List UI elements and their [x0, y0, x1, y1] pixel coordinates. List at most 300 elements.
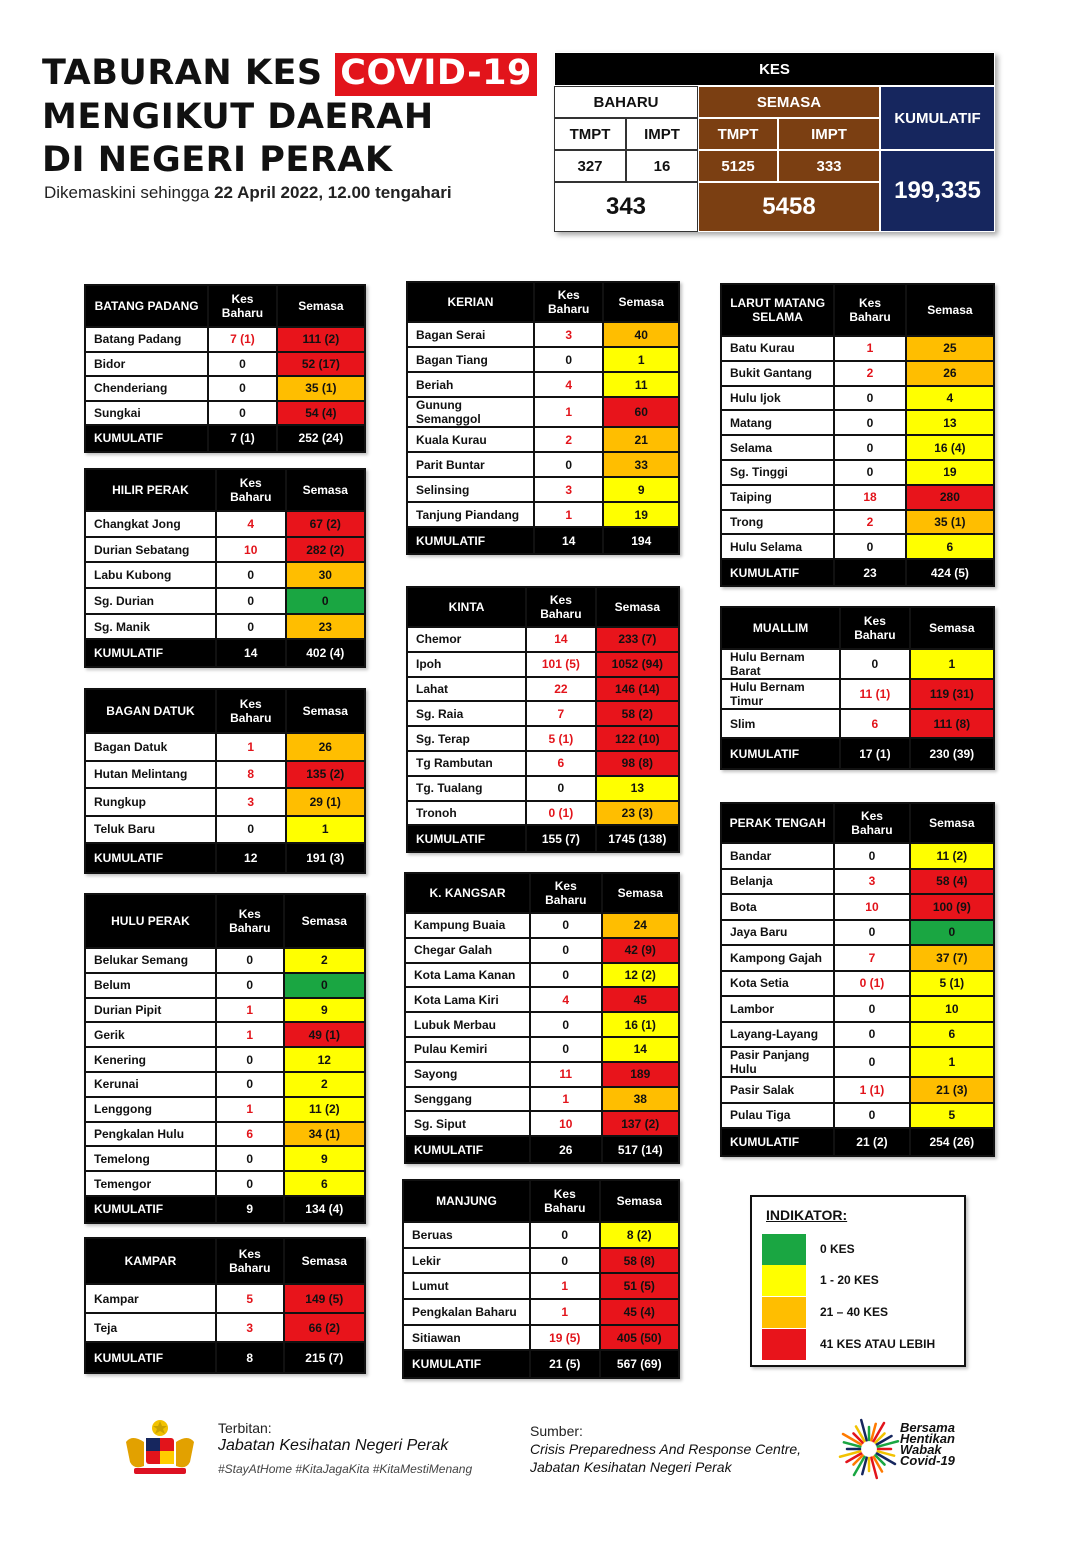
mukim-name: Slim: [721, 709, 840, 738]
table-row: [721, 510, 994, 535]
mukim-name: Hulu Bernam Timur: [721, 679, 840, 709]
semasa-value: 1: [286, 816, 365, 844]
table-row: [405, 913, 679, 938]
kes-baharu-value: 0: [834, 920, 909, 946]
update-subtitle: [44, 183, 452, 203]
summary-baharu-tmpt-value: 327: [554, 150, 626, 182]
kes-baharu-value: 8: [216, 761, 286, 789]
table-row: [405, 1012, 679, 1037]
district-table-bagan-datuk: [84, 688, 366, 874]
mukim-name: Gunung Semanggol: [407, 397, 534, 427]
mukim-name: Belukar Semang: [85, 948, 216, 973]
total-label: KUMULATIF: [85, 1196, 216, 1223]
column-semasa: Semasa: [602, 873, 679, 913]
semasa-value: 29 (1): [286, 788, 365, 816]
table-row: [407, 801, 679, 826]
mukim-name: Lahat: [407, 677, 526, 702]
kes-baharu-value: 14: [526, 627, 596, 652]
table-row: [85, 1313, 365, 1342]
mukim-name: Lambor: [721, 996, 834, 1022]
table-row: [721, 996, 994, 1022]
mukim-name: Bukit Gantang: [721, 361, 834, 386]
covid-highlight: COVID-19: [335, 53, 537, 96]
kes-baharu-value: 5 (1): [526, 726, 596, 751]
table-row: [403, 1273, 679, 1299]
covid-campaign-logo-icon: [838, 1418, 900, 1480]
semasa-value: 25: [906, 336, 994, 361]
kes-baharu-value: 3: [534, 477, 604, 502]
kes-baharu-value: 4: [530, 987, 602, 1012]
column-semasa: Semasa: [284, 1238, 365, 1284]
semasa-value: 11 (2): [910, 843, 994, 869]
total-semasa: 254 (26): [910, 1128, 994, 1156]
district-name: LARUT MATANG SELAMA: [721, 284, 834, 336]
column-kes-baharu: Kes Baharu: [216, 894, 284, 948]
logo-text-line: Bersama: [900, 1420, 955, 1435]
red-swatch: [762, 1329, 806, 1360]
mukim-name: Hulu Ijok: [721, 386, 834, 411]
semasa-value: 111 (8): [910, 709, 994, 738]
indicator-label: 41 KES ATAU LEBIH: [820, 1337, 936, 1351]
mukim-name: Tronoh: [407, 801, 526, 826]
column-semasa: Semasa: [286, 689, 365, 733]
district-name: HULU PERAK: [85, 894, 216, 948]
total-kes-baharu: 14: [216, 639, 286, 667]
district-name: MUALLIM: [721, 607, 840, 649]
terbitan-value: Jabatan Kesihatan Negeri Perak: [218, 1437, 449, 1454]
total-kes-baharu: 8: [216, 1342, 284, 1373]
total-label: KUMULATIF: [407, 527, 534, 554]
kes-baharu-value: 3: [534, 322, 604, 347]
semasa-value: 19: [603, 502, 679, 527]
semasa-value: 35 (1): [277, 376, 365, 401]
district-table-hilir-perak: [84, 468, 366, 668]
mukim-name: Durian Sebatang: [85, 537, 216, 563]
table-header-row: [405, 873, 679, 913]
kes-baharu-value: 0: [530, 1222, 600, 1248]
mukim-name: Kampar: [85, 1284, 216, 1313]
table-row: [85, 1171, 365, 1196]
semasa-value: 9: [284, 1146, 365, 1171]
mukim-name: Bota: [721, 894, 834, 920]
semasa-value: 9: [603, 477, 679, 502]
semasa-value: 16 (1): [602, 1012, 679, 1037]
kes-baharu-value: 0: [834, 386, 906, 411]
kes-baharu-value: 2: [534, 427, 604, 452]
kes-baharu-value: 0: [530, 1012, 602, 1037]
kes-baharu-value: 4: [216, 511, 286, 537]
district-table-kinta: [406, 586, 680, 853]
kes-baharu-value: 0: [534, 452, 604, 477]
semasa-value: 0: [284, 973, 365, 998]
summary-baharu-impt-value: 16: [626, 150, 698, 182]
kes-baharu-value: 0: [216, 562, 286, 588]
indicator-legend: [750, 1195, 966, 1367]
column-kes-baharu: Kes Baharu: [530, 873, 602, 913]
mukim-name: Bandar: [721, 843, 834, 869]
table-row: [721, 435, 994, 460]
kes-baharu-value: 0: [834, 843, 909, 869]
table-header-row: [407, 282, 679, 322]
mukim-name: Rungkup: [85, 788, 216, 816]
column-semasa: Semasa: [286, 469, 365, 511]
table-row: [407, 776, 679, 801]
table-header-row: [85, 894, 365, 948]
semasa-value: 233 (7): [596, 627, 679, 652]
table-row: [721, 336, 994, 361]
semasa-value: 35 (1): [906, 510, 994, 535]
semasa-value: 6: [910, 1022, 994, 1048]
mukim-name: Kerunai: [85, 1072, 216, 1097]
table-row: [403, 1222, 679, 1248]
kes-baharu-value: 0: [216, 588, 286, 614]
kes-baharu-value: 3: [216, 1313, 284, 1342]
summary-table: [554, 52, 995, 232]
logo-text-line: Wabak: [900, 1442, 942, 1457]
kes-baharu-value: 0: [530, 1248, 600, 1274]
table-row: [405, 1111, 679, 1136]
mukim-name: Pulau Tiga: [721, 1103, 834, 1129]
table-header-row: [85, 469, 365, 511]
kes-baharu-value: 0: [530, 1037, 602, 1062]
table-row: [407, 427, 679, 452]
mukim-name: Trong: [721, 510, 834, 535]
semasa-value: 26: [286, 733, 365, 761]
kes-baharu-value: 0: [216, 948, 284, 973]
mukim-name: Hulu Selama: [721, 534, 834, 559]
mukim-name: Taiping: [721, 485, 834, 510]
column-semasa: Semasa: [284, 894, 365, 948]
district-table-manjung: [402, 1179, 680, 1379]
mukim-name: Sg. Tinggi: [721, 460, 834, 485]
kes-baharu-value: 6: [526, 751, 596, 776]
title-line-1: [42, 53, 537, 93]
semasa-value: 11: [603, 372, 679, 397]
mukim-name: Bagan Tiang: [407, 347, 534, 372]
kes-baharu-value: 1: [216, 998, 284, 1023]
kes-baharu-value: 1: [534, 502, 604, 527]
semasa-value: 26: [906, 361, 994, 386]
indicator-item: [762, 1265, 962, 1296]
kes-baharu-value: 7: [526, 701, 596, 726]
mukim-name: Sg. Durian: [85, 588, 216, 614]
table-row: [721, 920, 994, 946]
kes-baharu-value: 6: [840, 709, 910, 738]
subtitle-prefix: Dikemaskini sehingga: [44, 183, 215, 202]
mukim-name: Matang: [721, 410, 834, 435]
semasa-value: 137 (2): [602, 1111, 679, 1136]
kes-baharu-value: 0: [208, 376, 277, 401]
mukim-name: Beriah: [407, 372, 534, 397]
mukim-name: Belum: [85, 973, 216, 998]
total-label: KUMULATIF: [85, 843, 216, 873]
district-table-perak-tengah: [720, 802, 995, 1157]
semasa-value: 11 (2): [284, 1097, 365, 1122]
table-row: [721, 709, 994, 738]
semasa-value: 13: [906, 410, 994, 435]
district-name: KINTA: [407, 587, 526, 627]
kes-baharu-value: 0: [534, 347, 604, 372]
total-semasa: 134 (4): [284, 1196, 365, 1223]
mukim-name: Pulau Kemiri: [405, 1037, 530, 1062]
kes-baharu-value: 7 (1): [208, 327, 277, 352]
mukim-name: Sg. Siput: [405, 1111, 530, 1136]
column-semasa: Semasa: [603, 282, 679, 322]
mukim-name: Bagan Datuk: [85, 733, 216, 761]
semasa-value: 6: [906, 534, 994, 559]
mukim-name: Kampung Buaia: [405, 913, 530, 938]
semasa-value: 34 (1): [284, 1122, 365, 1147]
kes-baharu-value: 1: [834, 336, 906, 361]
district-table-batang-padang: [84, 284, 366, 453]
mukim-name: Lenggong: [85, 1097, 216, 1122]
kes-baharu-value: 0: [834, 410, 906, 435]
semasa-value: 405 (50): [600, 1325, 679, 1351]
kes-baharu-value: 0: [840, 649, 910, 679]
total-label: KUMULATIF: [721, 1128, 834, 1156]
summary-baharu-impt-label: IMPT: [626, 118, 698, 150]
total-label: KUMULATIF: [403, 1350, 530, 1378]
table-row: [405, 1037, 679, 1062]
table-row: [721, 649, 994, 679]
district-table-k-kangsar: [404, 872, 680, 1164]
semasa-value: 189: [602, 1062, 679, 1087]
column-semasa: Semasa: [910, 607, 994, 649]
summary-kumulatif-value: 199,335: [880, 150, 995, 232]
column-kes-baharu: Kes Baharu: [840, 607, 910, 649]
kes-baharu-value: 1: [216, 1097, 284, 1122]
column-semasa: Semasa: [596, 587, 679, 627]
table-header-row: [85, 1238, 365, 1284]
semasa-value: 1: [910, 649, 994, 679]
semasa-value: 100 (9): [910, 894, 994, 920]
semasa-value: 23: [286, 614, 365, 640]
total-row: [721, 738, 994, 769]
total-label: KUMULATIF: [407, 825, 526, 852]
table-row: [721, 971, 994, 997]
table-row: [407, 751, 679, 776]
district-name: MANJUNG: [403, 1180, 530, 1222]
sumber-line-2: Jabatan Kesihatan Negeri Perak: [530, 1459, 732, 1475]
summary-semasa-total: 5458: [698, 182, 880, 232]
kes-baharu-value: 2: [834, 361, 906, 386]
total-semasa: 402 (4): [286, 639, 365, 667]
kes-baharu-value: 1: [530, 1299, 600, 1325]
district-name: PERAK TENGAH: [721, 803, 834, 843]
mukim-name: Teja: [85, 1313, 216, 1342]
semasa-value: 51 (5): [600, 1273, 679, 1299]
semasa-value: 5: [910, 1103, 994, 1129]
semasa-value: 6: [284, 1171, 365, 1196]
mukim-name: Hutan Melintang: [85, 761, 216, 789]
table-row: [85, 998, 365, 1023]
table-row: [721, 386, 994, 411]
mukim-name: Sg. Manik: [85, 614, 216, 640]
mukim-name: Batang Padang: [85, 327, 208, 352]
mukim-name: Chemor: [407, 627, 526, 652]
table-row: [85, 788, 365, 816]
district-name: K. KANGSAR: [405, 873, 530, 913]
total-row: [85, 639, 365, 667]
semasa-value: 67 (2): [286, 511, 365, 537]
semasa-value: 9: [284, 998, 365, 1023]
mukim-name: Pengkalan Hulu: [85, 1122, 216, 1147]
summary-kes-header: KES: [554, 52, 995, 86]
total-label: KUMULATIF: [721, 738, 840, 769]
semasa-value: 30: [286, 562, 365, 588]
table-row: [721, 410, 994, 435]
kes-baharu-value: 11 (1): [840, 679, 910, 709]
summary-semasa-tmpt-value: 5125: [698, 150, 778, 182]
terbitan-label: Terbitan:: [218, 1420, 272, 1436]
semasa-value: 42 (9): [602, 938, 679, 963]
mukim-name: Beruas: [403, 1222, 530, 1248]
mukim-name: Pengkalan Baharu: [403, 1299, 530, 1325]
semasa-value: 38: [602, 1087, 679, 1112]
column-kes-baharu: Kes Baharu: [526, 587, 596, 627]
semasa-value: 111 (2): [277, 327, 365, 352]
orange-swatch: [762, 1297, 806, 1328]
mukim-name: Tg Rambutan: [407, 751, 526, 776]
mukim-name: Kota Lama Kiri: [405, 987, 530, 1012]
table-row: [405, 987, 679, 1012]
kes-baharu-value: 0: [208, 401, 277, 426]
kes-baharu-value: 0: [530, 938, 602, 963]
mukim-name: Senggang: [405, 1087, 530, 1112]
kes-baharu-value: 7: [834, 945, 909, 971]
kes-baharu-value: 0: [834, 996, 909, 1022]
table-header-row: [407, 587, 679, 627]
mukim-name: Kampong Gajah: [721, 945, 834, 971]
table-row: [403, 1325, 679, 1351]
semasa-value: 282 (2): [286, 537, 365, 563]
kes-baharu-value: 0 (1): [834, 971, 909, 997]
kes-baharu-value: 3: [216, 788, 286, 816]
table-row: [85, 1122, 365, 1147]
total-kes-baharu: 12: [216, 843, 286, 873]
table-row: [85, 733, 365, 761]
table-row: [407, 372, 679, 397]
column-kes-baharu: Kes Baharu: [834, 803, 909, 843]
mukim-name: Durian Pipit: [85, 998, 216, 1023]
mukim-name: Sg. Terap: [407, 726, 526, 751]
column-kes-baharu: Kes Baharu: [216, 689, 286, 733]
table-row: [85, 1284, 365, 1313]
semasa-value: 33: [603, 452, 679, 477]
table-row: [405, 938, 679, 963]
mukim-name: Changkat Jong: [85, 511, 216, 537]
campaign-logo-text: [900, 1422, 955, 1466]
semasa-value: 0: [286, 588, 365, 614]
kes-baharu-value: 0: [216, 1047, 284, 1072]
mukim-name: Selinsing: [407, 477, 534, 502]
mukim-name: Sayong: [405, 1062, 530, 1087]
semasa-value: 122 (10): [596, 726, 679, 751]
table-row: [85, 614, 365, 640]
semasa-value: 21: [603, 427, 679, 452]
mukim-name: Gerik: [85, 1022, 216, 1047]
kes-baharu-value: 0: [216, 973, 284, 998]
kes-baharu-value: 22: [526, 677, 596, 702]
indicator-item: [762, 1234, 962, 1265]
title-text: TABURAN KES: [42, 53, 336, 93]
table-header-row: [403, 1180, 679, 1222]
table-row: [405, 1062, 679, 1087]
total-row: [407, 825, 679, 852]
mukim-name: Parit Buntar: [407, 452, 534, 477]
kes-baharu-value: 0: [216, 1146, 284, 1171]
district-table-hulu-perak: [84, 893, 366, 1224]
table-row: [85, 327, 365, 352]
table-row: [721, 485, 994, 510]
kes-baharu-value: 101 (5): [526, 652, 596, 677]
mukim-name: Sitiawan: [403, 1325, 530, 1351]
mukim-name: Layang-Layang: [721, 1022, 834, 1048]
table-row: [721, 679, 994, 709]
mukim-name: Kuala Kurau: [407, 427, 534, 452]
kes-baharu-value: 18: [834, 485, 906, 510]
semasa-value: 0: [910, 920, 994, 946]
semasa-value: 10: [910, 996, 994, 1022]
mukim-name: Sungkai: [85, 401, 208, 426]
total-label: KUMULATIF: [85, 1342, 216, 1373]
table-row: [721, 945, 994, 971]
column-kes-baharu: Kes Baharu: [216, 1238, 284, 1284]
total-kes-baharu: 23: [834, 559, 906, 586]
table-row: [407, 397, 679, 427]
semasa-value: 12: [284, 1047, 365, 1072]
table-row: [721, 869, 994, 895]
mukim-name: Selama: [721, 435, 834, 460]
semasa-value: 45: [602, 987, 679, 1012]
mukim-name: Labu Kubong: [85, 562, 216, 588]
kes-baharu-value: 0: [216, 1072, 284, 1097]
table-row: [407, 502, 679, 527]
summary-semasa-tmpt-label: TMPT: [698, 118, 778, 150]
semasa-value: 24: [602, 913, 679, 938]
mukim-name: Tanjung Piandang: [407, 502, 534, 527]
table-row: [85, 948, 365, 973]
semasa-value: 37 (7): [910, 945, 994, 971]
semasa-value: 13: [596, 776, 679, 801]
summary-semasa-impt-label: IMPT: [778, 118, 880, 150]
summary-baharu-total: 343: [554, 182, 698, 232]
kes-baharu-value: 1: [530, 1087, 602, 1112]
table-row: [85, 401, 365, 426]
mukim-name: Chegar Galah: [405, 938, 530, 963]
logo-text-line: Covid-19: [900, 1453, 955, 1468]
table-row: [85, 562, 365, 588]
semasa-value: 60: [603, 397, 679, 427]
mukim-name: Jaya Baru: [721, 920, 834, 946]
table-row: [721, 460, 994, 485]
column-kes-baharu: Kes Baharu: [834, 284, 906, 336]
semasa-value: 16 (4): [906, 435, 994, 460]
total-row: [721, 559, 994, 586]
mukim-name: Ipoh: [407, 652, 526, 677]
semasa-value: 19: [906, 460, 994, 485]
table-row: [407, 701, 679, 726]
semasa-value: 119 (31): [910, 679, 994, 709]
mukim-name: Belanja: [721, 869, 834, 895]
total-semasa: 230 (39): [910, 738, 994, 769]
yellow-swatch: [762, 1265, 806, 1296]
column-kes-baharu: Kes Baharu: [208, 285, 277, 327]
semasa-value: 66 (2): [284, 1313, 365, 1342]
kes-baharu-value: 0: [216, 614, 286, 640]
district-name: BATANG PADANG: [85, 285, 208, 327]
total-label: KUMULATIF: [721, 559, 834, 586]
